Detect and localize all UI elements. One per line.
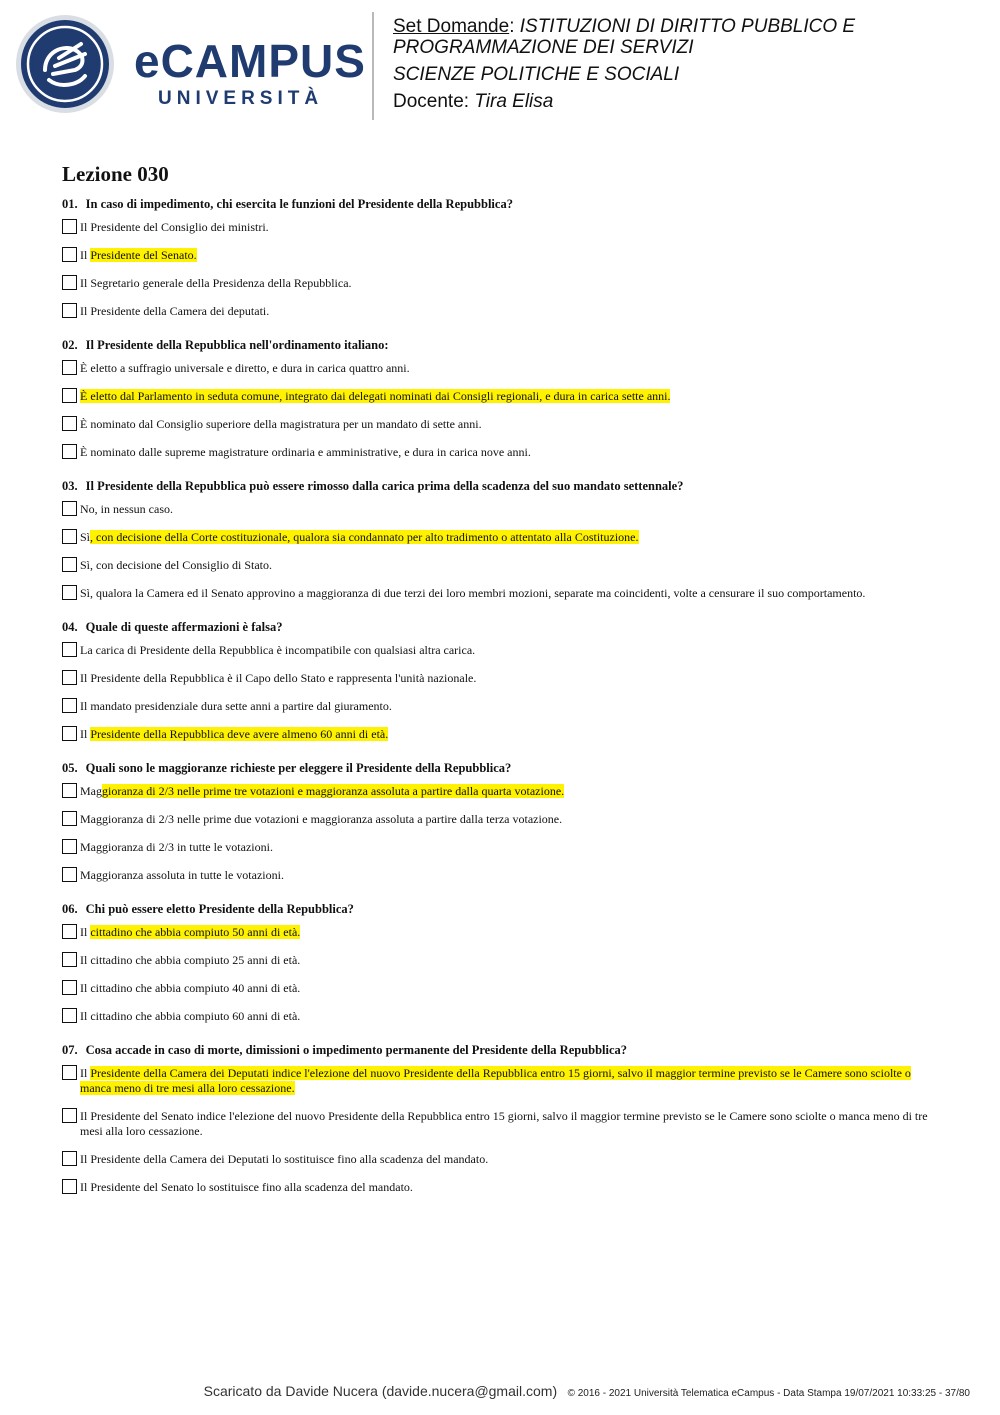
question-number: 07. [62, 1043, 78, 1057]
answer-checkbox[interactable] [62, 557, 77, 572]
answer-text-plain: Il Presidente del Senato indice l'elezione del nuovo Presidente della Repubblica entro 15 giorni, salvo il maggior termine previsto se le Camere sono sciolte o manca meno di tre mesi alla loro cessazione. [80, 1109, 928, 1138]
answer-text [80, 219, 942, 235]
course-line: Set Domande: ISTITUZIONI DI DIRITTO PUBBLICO E PROGRAMMAZIONE DEI SERVIZI [393, 16, 856, 58]
answer-text [80, 783, 942, 799]
answer-text [80, 839, 942, 855]
answer-option[interactable] [62, 416, 942, 432]
answer-option[interactable] [62, 1108, 942, 1139]
answer-option[interactable] [62, 1008, 942, 1024]
answer-option[interactable] [62, 783, 942, 799]
answer-option[interactable] [62, 219, 942, 235]
logo-wordmark: eCAMPUS [134, 35, 366, 87]
answer-checkbox[interactable] [62, 698, 77, 713]
answer-text [80, 388, 942, 404]
answer-text [80, 416, 942, 432]
answer-text-plain: Il cittadino che abbia compiuto 25 anni di età. [80, 953, 301, 967]
answer-option[interactable] [62, 839, 942, 855]
answer-text-plain: Il [80, 925, 91, 939]
question-number: 01. [62, 197, 78, 211]
header-info [393, 16, 983, 112]
answer-text-plain: Il Segretario generale della Presidenza della Repubblica. [80, 276, 352, 290]
answer-text-plain: Sì, con decisione del Consiglio di Stato. [80, 558, 272, 572]
lesson-title: Lezione 030 [62, 162, 169, 186]
answer-checkbox[interactable] [62, 444, 77, 459]
answer-text-highlighted: È eletto dal Parlamento in seduta comune, integrato dai delegati nominati dai Consigli regionali, e dura in carica sette anni. [80, 389, 671, 403]
answer-option[interactable] [62, 360, 942, 376]
question-block [62, 1042, 942, 1195]
answer-checkbox[interactable] [62, 670, 77, 685]
answer-checkbox[interactable] [62, 585, 77, 600]
answer-option[interactable] [62, 303, 942, 319]
answer-text-plain: Il Presidente del Consiglio dei ministri. [80, 220, 269, 234]
logo-subtitle: UNIVERSITÀ [158, 88, 324, 109]
answer-checkbox[interactable] [62, 360, 77, 375]
answer-text [80, 642, 942, 658]
answer-text-plain: No, in nessun caso. [80, 502, 173, 516]
download-note: Scaricato da Davide Nucera (davide.nucera@gmail.com) [203, 1383, 558, 1399]
answer-checkbox[interactable] [62, 642, 77, 657]
answer-option[interactable] [62, 1065, 942, 1096]
answer-checkbox[interactable] [62, 247, 77, 262]
answer-text [80, 1151, 942, 1167]
question-text [62, 619, 942, 635]
answer-checkbox[interactable] [62, 1151, 77, 1166]
answer-text-plain: Sì, qualora la Camera ed il Senato approvino a maggioranza di due terzi dei loro membri mozioni, separate ma coincidenti, volte a censurare il suo comportamento. [80, 586, 866, 600]
answer-text-highlighted: Presidente del Senato. [90, 248, 197, 262]
answer-checkbox[interactable] [62, 1108, 77, 1123]
answer-text-plain: Sì [80, 530, 91, 544]
answer-text-plain: Mag [80, 784, 102, 798]
teacher-line [393, 91, 983, 112]
answer-option[interactable] [62, 811, 942, 827]
answer-option[interactable] [62, 1151, 942, 1167]
question-list [62, 196, 942, 1213]
question-block [62, 196, 942, 319]
question-text [62, 196, 942, 212]
answer-option[interactable] [62, 247, 942, 263]
answer-text-plain: È eletto a suffragio universale e diretto, e dura in carica quattro anni. [80, 361, 410, 375]
page-footer [204, 1383, 970, 1401]
answer-checkbox[interactable] [62, 388, 77, 403]
answer-option[interactable] [62, 585, 942, 601]
answer-text-plain: È nominato dal Consiglio superiore della magistratura per un mandato di sette anni. [80, 417, 482, 431]
answer-text-plain: Il cittadino che abbia compiuto 60 anni di età. [80, 1009, 301, 1023]
answer-text-plain: Il Presidente della Camera dei Deputati lo sostituisce fino alla scadenza del mandato. [80, 1152, 489, 1166]
question-text [62, 337, 942, 353]
answer-text [80, 811, 942, 827]
answer-checkbox[interactable] [62, 952, 77, 967]
answer-text [80, 1065, 942, 1096]
answer-text-plain: È nominato dalle supreme magistrature ordinaria e amministrative, e dura in carica nove anni. [80, 445, 531, 459]
answer-checkbox[interactable] [62, 1179, 77, 1194]
question-label: Quali sono le maggioranze richieste per eleggere il Presidente della Repubblica? [85, 761, 512, 775]
answer-text [80, 726, 942, 742]
answer-text-plain: Maggioranza di 2/3 nelle prime due votazioni e maggioranza assoluta a partire dalla terza votazione. [80, 812, 563, 826]
page-header [0, 0, 1000, 130]
answer-checkbox[interactable] [62, 811, 77, 826]
answer-text [80, 952, 942, 968]
answer-text-plain: Il cittadino che abbia compiuto 40 anni di età. [80, 981, 301, 995]
answer-option[interactable] [62, 952, 942, 968]
question-block [62, 760, 942, 883]
question-block [62, 478, 942, 601]
answer-checkbox[interactable] [62, 303, 77, 318]
answer-option[interactable] [62, 1179, 942, 1195]
ecampus-logo-icon [15, 14, 115, 114]
answer-text [80, 303, 942, 319]
faculty: SCIENZE POLITICHE E SOCIALI [393, 64, 680, 85]
answer-text-plain: Maggioranza di 2/3 in tutte le votazioni. [80, 840, 273, 854]
answer-option[interactable] [62, 867, 942, 883]
answer-checkbox[interactable] [62, 783, 77, 798]
question-block [62, 337, 942, 460]
answer-text-highlighted: Presidente della Camera dei Deputati indice l'elezione del nuovo Presidente della Repubblica entro 15 giorni, salvo il maggior termine previsto se le Camere sono sciolte o manca meno di tre mesi alla loro cessazione. [80, 1066, 911, 1095]
answer-checkbox[interactable] [62, 867, 77, 882]
answer-checkbox[interactable] [62, 1065, 77, 1080]
question-label: Quale di queste affermazioni è falsa? [85, 620, 283, 634]
answer-text-plain: Il Presidente del Senato lo sostituisce fino alla scadenza del mandato. [80, 1180, 413, 1194]
answer-text [80, 529, 942, 545]
answer-option[interactable] [62, 275, 942, 291]
question-text [62, 901, 942, 917]
question-label: Chi può essere eletto Presidente della Repubblica? [85, 902, 354, 916]
answer-text-highlighted: , con decisione della Corte costituzionale, qualora sia condannato per alto tradimento o attentato alla Costituzione. [90, 530, 639, 544]
answer-option[interactable] [62, 670, 942, 686]
teacher-name: Tira Elisa [474, 91, 554, 112]
answer-text-highlighted: cittadino che abbia compiuto 50 anni di età. [90, 925, 301, 939]
answer-option[interactable] [62, 557, 942, 573]
question-number: 02. [62, 338, 78, 352]
answer-text-plain: Il [80, 1066, 91, 1080]
answer-checkbox[interactable] [62, 839, 77, 854]
question-number: 03. [62, 479, 78, 493]
answer-checkbox[interactable] [62, 924, 77, 939]
question-block [62, 619, 942, 742]
answer-text [80, 670, 942, 686]
answer-text [80, 557, 942, 573]
teacher-label: Docente: [393, 91, 470, 112]
question-block [62, 901, 942, 1024]
question-label: Cosa accade in caso di morte, dimissioni o impedimento permanente del Presidente della Repubblica? [85, 1043, 628, 1057]
answer-checkbox[interactable] [62, 219, 77, 234]
answer-text [80, 1179, 942, 1195]
answer-text [80, 867, 942, 883]
question-number: 06. [62, 902, 78, 916]
answer-option[interactable] [62, 529, 942, 545]
question-text [62, 760, 942, 776]
answer-text-plain: Il Presidente della Repubblica è il Capo dello Stato e rappresenta l'unità nazionale. [80, 671, 477, 685]
course-title: ISTITUZIONI DI DIRITTO PUBBLICO E PROGRAMMAZIONE DEI SERVIZI [393, 16, 856, 58]
answer-text-plain: Il mandato presidenziale dura sette anni a partire dal giuramento. [80, 699, 392, 713]
question-label: Il Presidente della Repubblica può essere rimosso dalla carica prima della scadenza del suo mandato settennale? [85, 479, 684, 493]
answer-option[interactable] [62, 698, 942, 714]
answer-checkbox[interactable] [62, 529, 77, 544]
question-label: Il Presidente della Repubblica nell'ordinamento italiano: [85, 338, 389, 352]
answer-text [80, 501, 942, 517]
answer-checkbox[interactable] [62, 275, 77, 290]
answer-text [80, 275, 942, 291]
answer-option[interactable] [62, 501, 942, 517]
answer-option[interactable] [62, 980, 942, 996]
answer-option[interactable] [62, 726, 942, 742]
set-label: Set Domande [393, 16, 510, 37]
answer-text [80, 1108, 942, 1139]
answer-option[interactable] [62, 444, 942, 460]
print-info: © 2016 - 2021 Università Telematica eCampus - Data Stampa 19/07/2021 10:33:25 - 37/80 [567, 1388, 970, 1399]
answer-text [80, 444, 942, 460]
question-text [62, 1042, 942, 1058]
answer-text [80, 360, 942, 376]
question-number: 05. [62, 761, 78, 775]
answer-text [80, 980, 942, 996]
answer-checkbox[interactable] [62, 416, 77, 431]
answer-text-plain: La carica di Presidente della Repubblica è incompatibile con qualsiasi altra carica. [80, 643, 476, 657]
answer-checkbox[interactable] [62, 980, 77, 995]
answer-option[interactable] [62, 642, 942, 658]
answer-text-highlighted: gioranza di 2/3 nelle prime tre votazioni e maggioranza assoluta a partire dalla quarta votazione. [102, 784, 565, 798]
answer-text [80, 1008, 942, 1024]
question-number: 04. [62, 620, 78, 634]
answer-text-plain: Il [80, 727, 91, 741]
question-text [62, 478, 942, 494]
answer-option[interactable] [62, 924, 942, 940]
answer-text-plain: Il Presidente della Camera dei deputati. [80, 304, 270, 318]
answer-checkbox[interactable] [62, 726, 77, 741]
answer-text-plain: Maggioranza assoluta in tutte le votazioni. [80, 868, 284, 882]
answer-checkbox[interactable] [62, 501, 77, 516]
answer-text [80, 698, 942, 714]
header-divider [372, 12, 374, 120]
answer-text-plain: Il [80, 248, 91, 262]
answer-option[interactable] [62, 388, 942, 404]
answer-text [80, 924, 942, 940]
answer-text [80, 585, 942, 601]
answer-text [80, 247, 942, 263]
answer-text-highlighted: Presidente della Repubblica deve avere almeno 60 anni di età. [90, 727, 389, 741]
question-label: In caso di impedimento, chi esercita le funzioni del Presidente della Repubblica? [85, 197, 513, 211]
answer-checkbox[interactable] [62, 1008, 77, 1023]
